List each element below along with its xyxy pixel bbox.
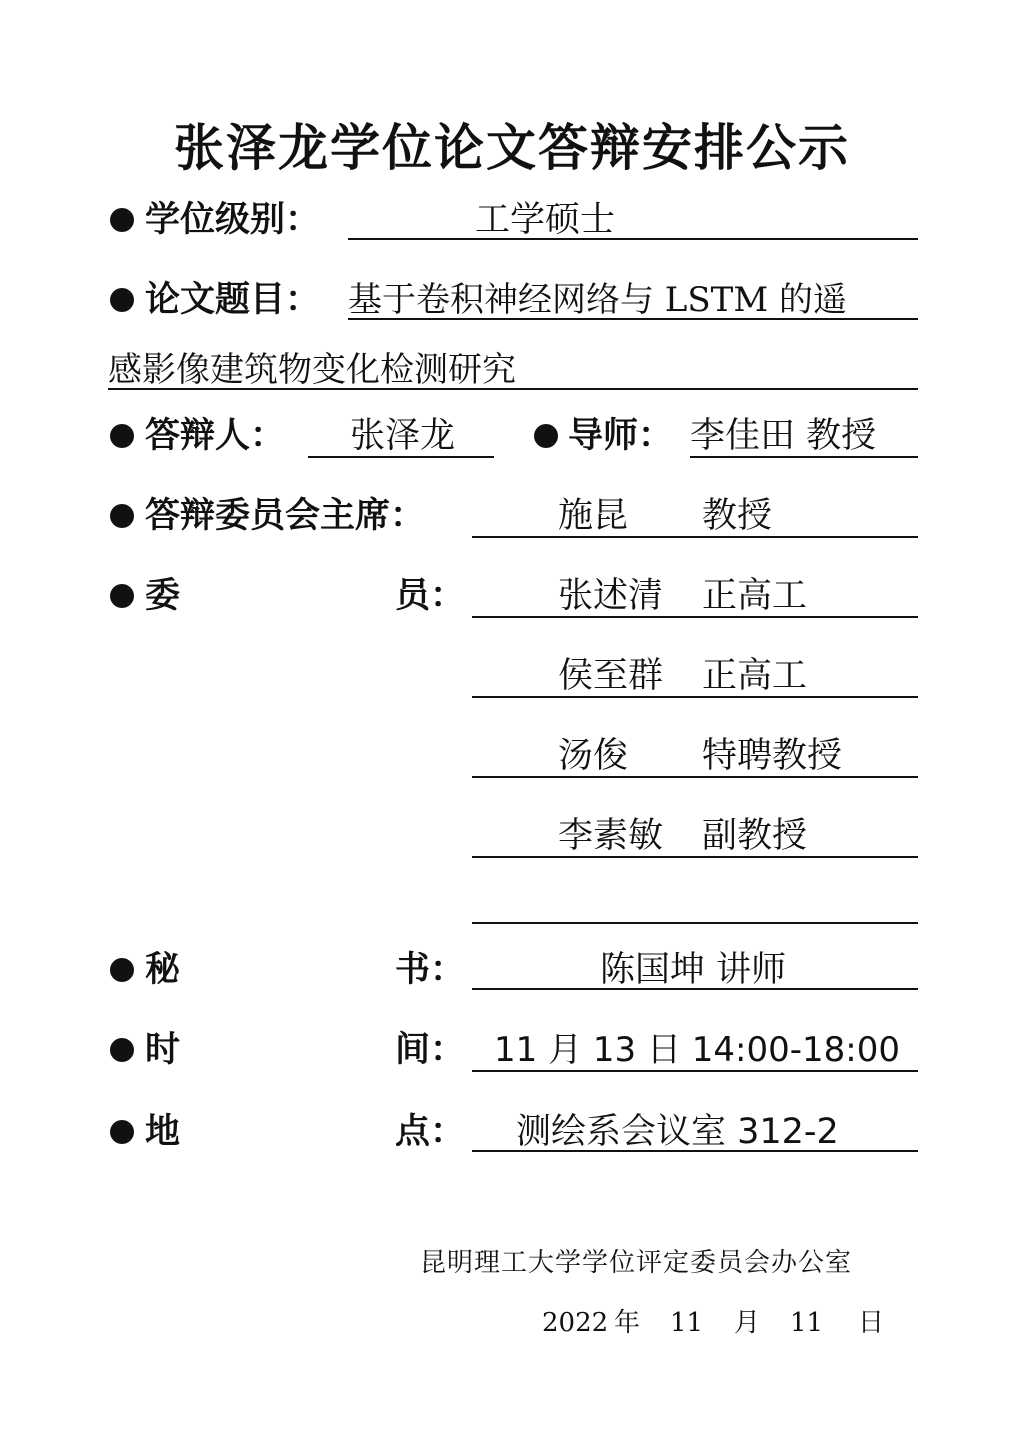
thesis-title-line2: 感影像建筑物变化检测研究: [108, 350, 516, 390]
bullet-icon: [110, 424, 134, 448]
degree-value: 工学硕士: [475, 200, 616, 240]
member-underline: [472, 856, 918, 858]
member-underline: [472, 616, 918, 618]
member-name: 侯至群: [558, 656, 664, 696]
time-label-second: 间：: [395, 1029, 466, 1070]
bullet-icon: [534, 424, 558, 448]
date-month-unit: 月: [734, 1308, 761, 1338]
thesis-underline-1: [348, 318, 918, 320]
chair-title: 教授: [702, 496, 773, 536]
bullet-icon: [110, 1120, 134, 1144]
page-title: 张泽龙学位论文答辩安排公示: [174, 119, 850, 177]
supervisor-label: 导师：: [568, 415, 674, 456]
supervisor-underline: [690, 456, 918, 458]
bullet-icon: [110, 504, 134, 528]
chair-label: 答辩委员会主席：: [145, 495, 426, 536]
degree-underline: [348, 238, 918, 240]
secretary-label-second: 书：: [395, 949, 466, 990]
chair-underline: [472, 536, 918, 538]
bullet-icon: [110, 288, 134, 312]
supervisor-value: 李佳田 教授: [690, 416, 877, 456]
thesis-title-line1: 基于卷积神经网络与 LSTM 的遥: [348, 280, 847, 320]
chair-name: 施昆: [558, 496, 629, 536]
bullet-icon: [110, 1038, 134, 1062]
secretary-value: 陈国坤 讲师: [600, 950, 787, 990]
date-month: 11: [670, 1308, 704, 1338]
date-day: 11: [790, 1308, 824, 1338]
bullet-icon: [110, 584, 134, 608]
member-title: 正高工: [702, 576, 808, 616]
thesis-underline-2: [108, 388, 918, 390]
secretary-underline: [472, 988, 918, 990]
issuing-office: 昆明理工大学学位评定委员会办公室: [420, 1248, 853, 1278]
bullet-icon: [110, 208, 134, 232]
place-underline: [472, 1150, 918, 1152]
candidate-underline: [308, 456, 494, 458]
date-year-unit: 年: [614, 1308, 641, 1338]
secretary-label-first: 秘: [145, 949, 181, 990]
place-value: 测绘系会议室 312-2: [516, 1112, 839, 1152]
time-value: 11 月 13 日 14:00-18:00: [494, 1030, 900, 1070]
member-underline-empty: [472, 922, 918, 924]
members-label-second: 员：: [395, 575, 466, 616]
member-title: 特聘教授: [702, 736, 843, 776]
degree-label: 学位级别：: [145, 199, 321, 240]
member-name: 李素敏: [558, 816, 664, 856]
member-title: 副教授: [702, 816, 808, 856]
date-year: 2022: [542, 1308, 609, 1338]
candidate-value: 张泽龙: [350, 416, 456, 456]
time-underline: [472, 1070, 918, 1072]
member-name: 汤俊: [558, 736, 629, 776]
place-label-second: 点：: [395, 1111, 466, 1152]
thesis-label: 论文题目：: [145, 279, 321, 320]
date-day-unit: 日: [858, 1308, 885, 1338]
time-label-first: 时: [145, 1029, 181, 1070]
member-underline: [472, 776, 918, 778]
members-label-first: 委: [145, 575, 181, 616]
bullet-icon: [110, 958, 134, 982]
member-name: 张述清: [558, 576, 664, 616]
place-label-first: 地: [145, 1111, 181, 1152]
member-underline: [472, 696, 918, 698]
candidate-label: 答辩人：: [145, 415, 286, 456]
member-title: 正高工: [702, 656, 808, 696]
